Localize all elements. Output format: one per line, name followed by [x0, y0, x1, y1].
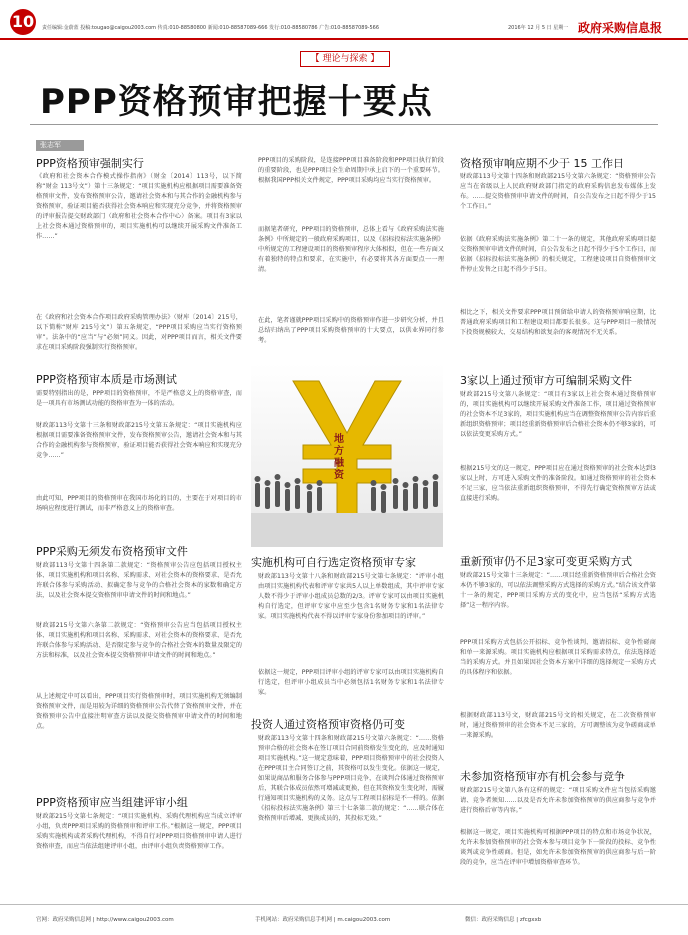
- col2-heading-1: 实施机构可自行选定资格预审专家: [251, 556, 416, 569]
- col1-paragraph-9: 财政部215号文第七条规定：“项目实施机构、采购代理机构应当成立评审小组，负责PPP项目采购的资格预审和评审工作。”根据这一规定，PPP项目采购实施机构或者采购代理机构，不得自行对PPP项目资格预审申请人进行资格审查，而应当依法组建评审小组，由评审小组负责资格预审工作。: [36, 813, 242, 850]
- title-divider: [30, 124, 658, 125]
- col2-paragraph-3: 在此，笔者谨就PPP项目采购中的资格预审作进一步研究分析，并且总结归纳出了PPP项目采购资格预审的十大要点，以供业界同行参考。: [258, 317, 444, 344]
- col2-paragraph-6: 财政部113号文第十四条和财政部215号文第六条规定：“……资格预审合格的社会资本在签订项目合同前资格发生变化的，应及时通知项目实施机构。”这一规定意味着，PPP项目资格预审中的社会投资人在PPP项目主合同签订之前，其资格可以发生变化。依据这一规定，如果说商品和服务合体参与PPP项目竞争，在谈判合体通过资格预审后，其联合体成员依然可增减或更换，但在其资格发生变化时，需履行通知项目实施机构的义务。这点与工程项目招标是不一样的。依据《招标投标法实施条例》第三十七条第二款的规定：“……联合体在资格预审后增减、更换成员的，其投标无效。”: [258, 735, 444, 822]
- author-tag: 张志军: [36, 140, 84, 151]
- col1-heading-3: PPP采购无须发布资格预审文件: [36, 545, 188, 558]
- col1-paragraph-7: 财政部215号文第六条第二款规定：“资格预审公告应当包括项目授权主体、项目实施机构和项目名称、采购需求、对社会资本的资格要求、是否允许联合体参与采购活动、是否限定参与竞争的合格社会资本的数量及限定的方法和标准，以及社会资本提交资格预审申请文件的时间和地点。”: [36, 622, 242, 659]
- col3-paragraph-2: 依据《政府采购法实施条例》第二十一条的规定，其他政府采购项目提交资格预审申请文件的时间，自公告发布之日起不得少于5个工作日，而依据《招标投标法实施条例》的相关规定，工程建设项目自资格预审文件停止发售之日起不得少于5日。: [460, 236, 656, 273]
- col3-paragraph-8: 根据财政部113号文，财政部215号文的相关规定，在二次资格预审时，通过资格预审的社会资本不足三家的，方可调整该为竞争磋商或单一来源采购。: [460, 712, 656, 739]
- col1-paragraph-3: 需要特别指出的是，PPP项目的资格预审，不是严格意义上的资格审查，而是一项具有市场测试功能的资格审查为一体的活动。: [36, 390, 242, 407]
- col3-paragraph-10: 根据这一规定，项目实施机构可根据PPP项目的特点和市场竞争状况，允许未参加资格预审的社会资本参与项目竞争下一阶段的投标、竞争性谈判或竞争性磋商。但是，如允许未参加资格预审的供应商参与后一阶段的竞争，应当在评审中增加资格审查环节。: [460, 829, 656, 866]
- page-title: PPP资格预审把握十要点: [40, 82, 433, 122]
- col2-heading-2: 投资人通过资格预审资格仍可变: [251, 718, 405, 731]
- col2-paragraph-1: PPP项目的采购阶段，是连接PPP项目准备阶段和PPP项目执行阶段的重要阶段，也是PPP项目全生命周期中承上启下的一个重要环节。根据我国PPP相关文件规定，PPP项目采购均应当实行资格预审。: [258, 157, 444, 184]
- col1-heading-4: PPP资格预审应当组建评审小组: [36, 796, 188, 809]
- col3-paragraph-5: 根据215号文的这一规定，PPP项目应在通过资格预审的社会资本达到3家以上时，方可进入采购文件的准备阶段。如通过资格预审的社会资本不足三家，应当依法重新组织资格预审，不得先行确定资格预审方法或直接进行采购。: [460, 465, 656, 502]
- col1-paragraph-6: 财政部113号文第十四条第二款规定：“资格预审公告应包括项目授权主体、项目实施机构和项目名称、采购需求、对社会资本的资格要求、是否允许联合体参与采购活动、拟确定参与竞争的合格社会资本的家数和确定方法，以及社会资本提交资格预审申请文件的时间和地点。”: [36, 562, 242, 599]
- newspaper-logo: 政府采购信息报: [578, 21, 663, 35]
- footer-mobile-link[interactable]: 手机网站：政府采购信息手机网 | m.caigou2003.com: [255, 917, 391, 923]
- col1-paragraph-5: 由此可知，PPP项目的资格预审在我国市场化的目的，主要在于对项目的市场响应程度进行测试，而非严格意义上的资格审查。: [36, 495, 242, 512]
- footer-website-link[interactable]: 官网：政府采购信息网 | http://www.caigou2003.com: [36, 917, 174, 923]
- col1-paragraph-8: 从上述规定中可以看出，PPP项目实行资格预审时，项目实施机构无须编制资格预审文件，而是用较为详细的资格预审公告代替了资格预审文件，并在资格预审公告中直接注明审查方法以及提交资格预审申请文件的时间和地点。: [36, 693, 242, 730]
- header-date: 2016年 12 月 5 日 星期一: [508, 25, 569, 31]
- col3-paragraph-9: 财政部215号文第八条有这样的规定：“项目采购文件应当包括采购邀请、竞争者须知……以及是否允许未参加资格预审的供应商参与竞争并进行资格后审等内容。”: [460, 787, 656, 814]
- ground-shape: [251, 513, 443, 547]
- section-label: 【 理论与探索 】: [300, 51, 390, 67]
- page-number-badge: 10: [10, 9, 36, 35]
- page-header: [0, 0, 688, 40]
- col2-paragraph-2: 而据笔者研究，PPP项目的资格预审，总体上看与《政府采购法实施条例》中所规定的一般政府采购项目，以及《招标投标法实施条例》中所规定的工程建设项目的资格预审程序大体相似，但在一些方面又有着独特的特点和要求，在实施中，有必要将其各方面要点一一理清。: [258, 226, 444, 273]
- col3-paragraph-4: 财政部215号文第八条规定：“项目有3家以上社会资本通过资格预审的，项目实施机构可以继续开展采购文件准备工作，项目通过资格预审的社会资本不足3家的，项目实施机构应当在调整资格预审公告内容后重新组织资格预审；项目经重新资格预审后合格社会资本仍不够3家的，可以依法变更采购方式。”: [460, 391, 656, 438]
- col1-heading-1: PPP资格预审强制实行: [36, 157, 144, 170]
- col3-heading-1: 资格预审响应期不少于 15 工作日: [460, 157, 624, 170]
- col1-heading-2: PPP资格预审本质是市场测试: [36, 373, 177, 386]
- col1-paragraph-2: 在《政府和社会资本合作项目政府采购管理办法》（财库〔2014〕215号，以下简称“财库 215号文”）第五条规定，“PPP项目采购应当实行资格预审”。法条中的“应当”与“必须”同义。因此，对PPP项目而言，相关文件要求在项目采购阶段强制实行资格预审。: [36, 314, 242, 351]
- col1-paragraph-1: 《政府和社会资本合作模式操作指南》（财金〔2014〕113号，以下简称“财金 113号文”）第十三条规定：“项目实施机构应根据项目需要准备资格预审文件，发布资格预审公告，邀请社会资本和与其合作的金融机构参与资格预审，验证项目能否获得社会资本响应和实现充分竞争，并将资格预审的评审报告提交财政部门（政府和社会资本合作中心）备案。项目有3家以上社会资本通过资格预审的，项目实施机构可以继续开展采购文件准备工作……”: [36, 173, 242, 240]
- col3-paragraph-7: PPP项目采购方式包括公开招标、竞争性谈判、邀请招标、竞争性磋商和单一来源采购。项目实施机构应根据项目采购需求特点，依法选择适当的采购方式。并且如果因社会资本方案中详细的选择规定一采购方式的具体程序和依据。: [460, 639, 656, 676]
- page-footer: [0, 904, 688, 935]
- col2-paragraph-4: 财政部113号文第十八条和财政部215号文第七条规定：“评审小组由项目实施机构代表和评审专家共5人以上单数组成，其中评审专家人数不得少于评审小组成员总数的2/3。评审专家可以由项目实施机构自行选定，但评审专家中应至少包含1名财务专家和1名法律专家。项目实施机构代表不得以评审专家身份参加项目的评审。”: [258, 573, 444, 620]
- col2-paragraph-5: 依据这一规定，PPP项目评审小组的评审专家可以由项目实施机构自行选定，但评审小组成员当中必须包括1名财务专家和1名法律专家。: [258, 669, 444, 696]
- illustration-caption: 地方融资: [334, 434, 344, 481]
- col3-paragraph-3: 相比之下，相关文件要求PPP项目预留给申请人的资格预审响应期，比普通政府采购项目和工程建设项目都要长很多。这与PPP项目一般情况下投资规模较大、交易结构和欲复杂的客观情况不无关系。: [460, 309, 656, 336]
- col3-paragraph-6: 财政部215号文第十三条规定：“……项目经重新资格预审后合格社会资本仍不够3家的，可以依法调整采购方式选择的采购方式。”结合该文件第十一条的规定，PPP项目采购方式的变化中，应当包括“采购方式选择”这一程序内容。: [460, 572, 656, 609]
- col3-heading-2: 3家以上通过预审方可编制采购文件: [460, 374, 632, 387]
- col1-paragraph-4: 财政部113号文第十三条和财政部215号文第五条规定：“项目实施机构应根据项目需要准备资格预审文件，发布资格预审公告，邀请社会资本和与其合作的金融机构参与资格预审，验证项目能否获得社会资本响应和实现充分竞争……”: [36, 422, 242, 459]
- col3-heading-3: 重新预审仍不足3家可变更采购方式: [460, 555, 632, 568]
- col3-paragraph-1: 财政部113号文第十四条和财政部215号文第六条规定：“资格预审公告应当在省级以上人民政府财政部门指定的政府采购信息发布媒体上发布。……提交资格预审申请文件的时间，自公告发布之日起不得少于15个工作日。”: [460, 173, 656, 210]
- header-info: 责任编辑:金蔚蓝 投稿:tougao@caigou2003.com 传真:010-88580800 新闻:010-88587089-666 发行:010-88580786 广告:010-88587089-566: [42, 25, 380, 31]
- col3-heading-4: 未参加资格预审亦有机会参与竞争: [460, 770, 625, 783]
- footer-wechat: 微信：政府采购信息 | zfcgxxb: [465, 917, 542, 923]
